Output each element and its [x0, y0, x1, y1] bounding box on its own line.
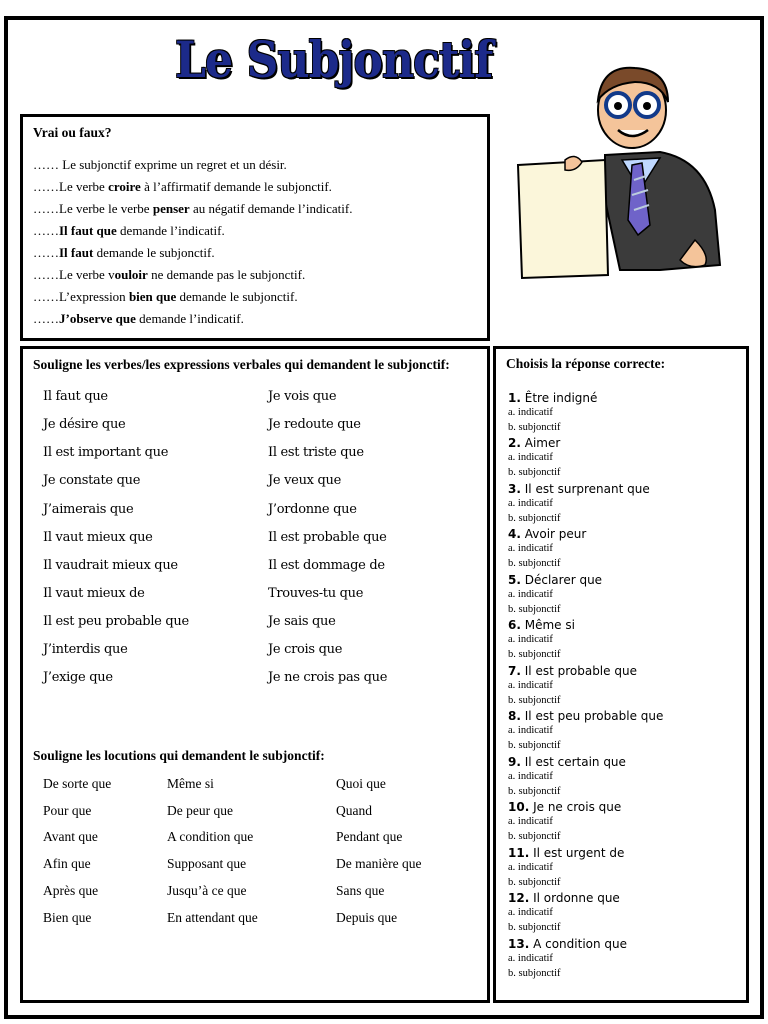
verb-expression[interactable]: J’ordonne que: [268, 502, 357, 517]
verb-expression[interactable]: Je redoute que: [268, 417, 361, 432]
locution[interactable]: Bien que: [43, 910, 92, 925]
verb-expression[interactable]: J’interdis que: [43, 642, 128, 657]
verb-expression[interactable]: Il est triste que: [268, 445, 364, 460]
true-false-statement[interactable]: ……Il faut que demande l’indicatif.: [33, 223, 225, 238]
option-b[interactable]: b. subjonctif: [508, 786, 561, 797]
question: 13. A condition que: [508, 937, 628, 951]
option-b[interactable]: b. subjonctif: [508, 740, 561, 751]
teacher-head: [598, 68, 668, 148]
option-b[interactable]: b. subjonctif: [508, 467, 561, 478]
locution[interactable]: De peur que: [167, 803, 233, 818]
verb-expression[interactable]: Il est peu probable que: [43, 614, 189, 629]
verbs-section: [20, 346, 490, 1003]
locution[interactable]: De sorte que: [43, 776, 112, 791]
verb-expression[interactable]: Je désire que: [43, 417, 126, 432]
locution[interactable]: Après que: [43, 883, 99, 898]
multiple-choice-section: [493, 346, 749, 1003]
option-b[interactable]: b. subjonctif: [508, 695, 561, 706]
question: 7. Il est probable que: [508, 664, 637, 678]
locution[interactable]: Quoi que: [336, 776, 386, 791]
true-false-statement[interactable]: ……J’observe que demande l’indicatif.: [33, 311, 244, 326]
option-a[interactable]: a. indicatif: [508, 589, 553, 600]
question: 4. Avoir peur: [508, 527, 587, 541]
option-a[interactable]: a. indicatif: [508, 953, 553, 964]
verb-expression[interactable]: Trouves-tu que: [268, 586, 364, 601]
true-false-statement[interactable]: ……Il faut demande le subjonctif.: [33, 245, 215, 260]
locution[interactable]: A condition que: [167, 829, 254, 844]
option-b[interactable]: b. subjonctif: [508, 831, 561, 842]
question: 6. Même si: [508, 618, 575, 632]
option-a[interactable]: a. indicatif: [508, 498, 553, 509]
locution[interactable]: De manière que: [336, 856, 422, 871]
option-a[interactable]: a. indicatif: [508, 771, 553, 782]
option-b[interactable]: b. subjonctif: [508, 649, 561, 660]
option-a[interactable]: a. indicatif: [508, 543, 553, 554]
locutions-heading: Souligne les locutions qui demandent le subjonctif:: [33, 748, 325, 763]
option-b[interactable]: b. subjonctif: [508, 513, 561, 524]
verb-expression[interactable]: J’aimerais que: [43, 502, 134, 517]
locution[interactable]: Avant que: [43, 829, 98, 844]
question: 5. Déclarer que: [508, 573, 603, 587]
option-b[interactable]: b. subjonctif: [508, 422, 561, 433]
question: 3. Il est surprenant que: [508, 482, 650, 496]
locution[interactable]: Afin que: [43, 856, 91, 871]
question: 2. Aimer: [508, 436, 561, 450]
true-false-statement[interactable]: ……Le verbe vouloir ne demande pas le subjonctif.: [33, 267, 306, 282]
true-false-statement[interactable]: …… Le subjonctif exprime un regret et un désir.: [33, 157, 287, 172]
locution[interactable]: Depuis que: [336, 910, 398, 925]
verb-expression[interactable]: Il faut que: [43, 389, 108, 404]
verb-expression[interactable]: Je vois que: [268, 389, 337, 404]
multiple-choice-heading: Choisis la réponse correcte:: [506, 356, 666, 371]
locution[interactable]: Supposant que: [167, 856, 247, 871]
verb-expression[interactable]: Je veux que: [268, 473, 341, 488]
teacher-holding-paper-illustration: [510, 60, 725, 280]
true-false-section: [20, 114, 490, 341]
question: 10. Je ne crois que: [508, 800, 622, 814]
option-a[interactable]: a. indicatif: [508, 407, 553, 418]
teacher-body: [605, 152, 720, 270]
true-false-statement[interactable]: ……Le verbe croire à l’affirmatif demande le subjonctif.: [33, 179, 332, 194]
verbs-heading: Souligne les verbes/les expressions verbales qui demandent le subjonctif:: [33, 357, 450, 372]
verb-expression[interactable]: J’exige que: [43, 670, 113, 685]
page-title: Le Subjonctif: [175, 30, 493, 89]
verb-expression[interactable]: Je ne crois pas que: [268, 670, 388, 685]
locution[interactable]: En attendant que: [167, 910, 258, 925]
option-a[interactable]: a. indicatif: [508, 907, 553, 918]
verb-expression[interactable]: Il vaut mieux que: [43, 530, 153, 545]
question: 1. Être indigné: [508, 391, 598, 405]
true-false-statement[interactable]: ……Le verbe le verbe penser au négatif demande l’indicatif.: [33, 201, 353, 216]
true-false-statement[interactable]: ……L’expression bien que demande le subjonctif.: [33, 289, 298, 304]
verb-expression[interactable]: Je crois que: [268, 642, 343, 657]
question: 11. Il est urgent de: [508, 846, 625, 860]
option-a[interactable]: a. indicatif: [508, 634, 553, 645]
option-b[interactable]: b. subjonctif: [508, 558, 561, 569]
option-a[interactable]: a. indicatif: [508, 452, 553, 463]
verb-expression[interactable]: Il est dommage de: [268, 558, 385, 573]
question: 8. Il est peu probable que: [508, 709, 664, 723]
verb-expression[interactable]: Il est important que: [43, 445, 169, 460]
locution[interactable]: Jusqu’à ce que: [167, 883, 247, 898]
option-b[interactable]: b. subjonctif: [508, 877, 561, 888]
option-a[interactable]: a. indicatif: [508, 862, 553, 873]
verb-expression[interactable]: Il vaudrait mieux que: [43, 558, 178, 573]
locution[interactable]: Même si: [167, 776, 214, 791]
locution[interactable]: Pour que: [43, 803, 92, 818]
verb-expression[interactable]: Je sais que: [268, 614, 336, 629]
verb-expression[interactable]: Il est probable que: [268, 530, 387, 545]
blank-paper-sheet: [518, 156, 608, 278]
option-a[interactable]: a. indicatif: [508, 725, 553, 736]
true-false-heading: Vrai ou faux?: [33, 125, 112, 140]
locution[interactable]: Quand: [336, 803, 372, 818]
locution[interactable]: Pendant que: [336, 829, 403, 844]
verb-expression[interactable]: Il vaut mieux de: [43, 586, 145, 601]
question: 9. Il est certain que: [508, 755, 626, 769]
option-b[interactable]: b. subjonctif: [508, 604, 561, 615]
option-b[interactable]: b. subjonctif: [508, 922, 561, 933]
locution[interactable]: Sans que: [336, 883, 385, 898]
option-a[interactable]: a. indicatif: [508, 680, 553, 691]
verb-expression[interactable]: Je constate que: [43, 473, 141, 488]
option-b[interactable]: b. subjonctif: [508, 968, 561, 979]
question: 12. Il ordonne que: [508, 891, 620, 905]
option-a[interactable]: a. indicatif: [508, 816, 553, 827]
